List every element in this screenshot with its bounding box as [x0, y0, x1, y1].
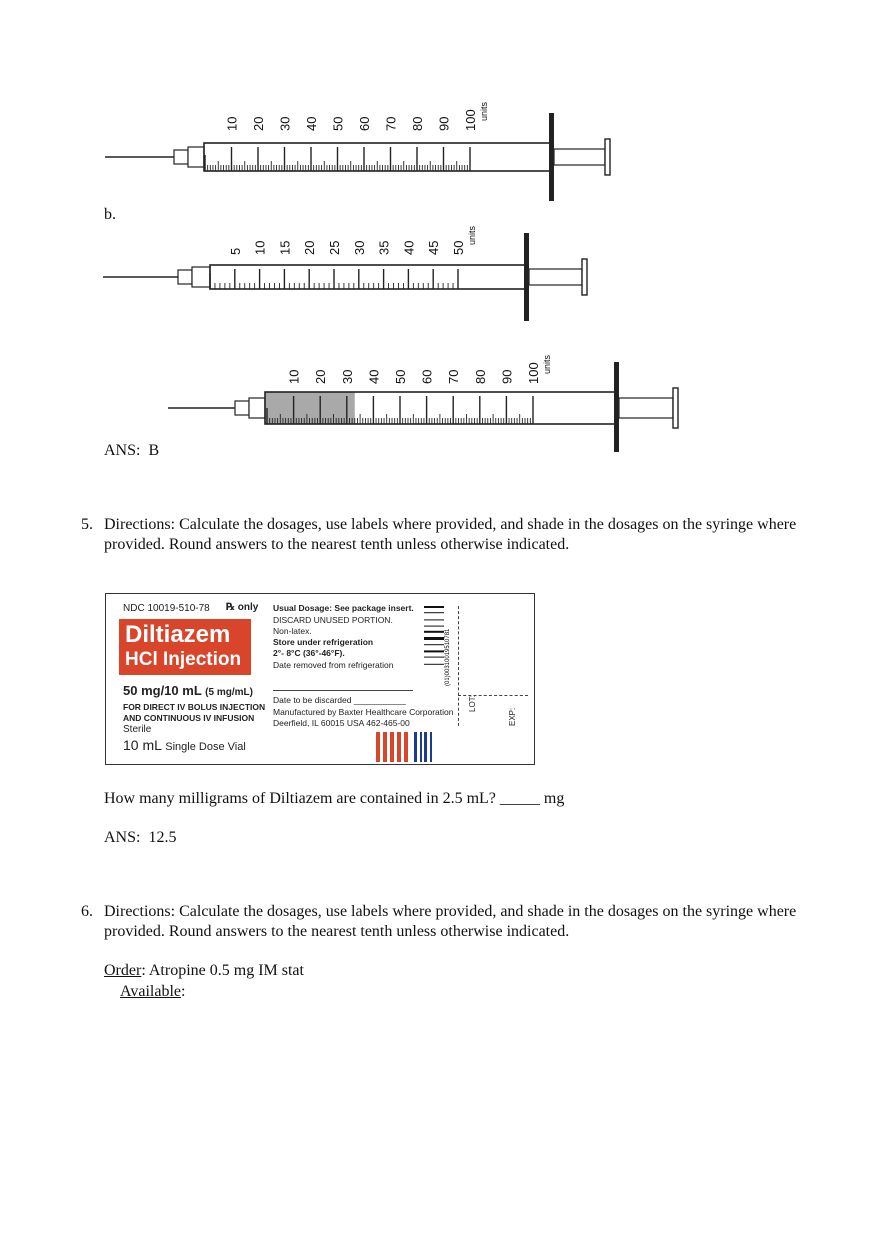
tick-label: 15: [277, 240, 293, 255]
syringe-c: [165, 348, 685, 458]
tick-label: 25: [327, 240, 342, 255]
barcode-bar: [424, 619, 444, 620]
barcode: [424, 606, 452, 686]
tick-label: 40: [304, 116, 319, 131]
nonlatex-text: Non-latex.: [273, 626, 312, 636]
plunger-cap: [605, 139, 610, 175]
barcode-bar: [424, 650, 444, 652]
q5-answer: [104, 828, 176, 848]
strength-per: (5 mg/mL): [205, 687, 253, 698]
unit-label: units: [479, 101, 489, 121]
q6-directions: Directions: Calculate the dosages, use labels where provided, and shade in the dosages on the syringe where provided. Round answers to the nearest tenth unless otherwise indicated.: [104, 903, 797, 940]
barcode-bar: [424, 657, 444, 658]
option-b-label: b.: [104, 206, 116, 223]
strength-value: 50 mg/10 mL: [123, 683, 202, 698]
plunger-rod: [554, 149, 605, 165]
address-text: Deerfield, IL 60015 USA 462-465-00: [273, 718, 410, 728]
flange: [549, 113, 554, 201]
barrel-tip: [188, 147, 204, 167]
barcode-bar: [424, 637, 444, 640]
tick-label: 50: [330, 116, 346, 131]
tick-label: 30: [277, 116, 293, 131]
barcode-bar: [424, 612, 444, 613]
drug-subname: HCl Injection: [125, 649, 242, 670]
usual-dosage: Usual Dosage: See package insert.: [273, 603, 414, 613]
barcode-bar: [424, 631, 444, 633]
plunger-rod: [619, 398, 673, 418]
tick-label: 40: [401, 240, 417, 255]
tick-label: 20: [302, 240, 318, 255]
tick-label: 60: [419, 369, 435, 384]
flange: [614, 362, 619, 452]
tick-label: 20: [313, 369, 329, 384]
tick-label: 50: [451, 240, 466, 255]
lot-label: LOT:: [468, 695, 477, 712]
answer-label: ANS:: [104, 829, 141, 846]
available-suffix: :: [181, 983, 186, 1000]
diltiazem-drug-label: [105, 593, 535, 765]
barcode-text: (01)00310019510781: [445, 628, 451, 686]
exp-label: EXP:: [508, 707, 517, 726]
tick-label: 35: [376, 240, 392, 255]
storage-text: Store under refrigeration: [273, 637, 374, 647]
color-stripe: [420, 732, 422, 762]
syringe-b: [100, 225, 600, 325]
needle-hub: [174, 150, 188, 164]
rx-only: ℞ only: [226, 602, 259, 613]
tick-label: 80: [472, 369, 488, 384]
drug-name-banner: [119, 619, 251, 675]
sterile-text: Sterile: [123, 724, 152, 735]
barrel-tip: [249, 398, 265, 418]
tick-label: 10: [224, 116, 240, 131]
tick-label: 10: [252, 240, 268, 255]
tick-label: 40: [366, 369, 382, 384]
color-stripe: [376, 732, 380, 762]
tick-label: 90: [436, 116, 452, 131]
discard-text: DISCARD UNUSED PORTION.: [273, 615, 393, 625]
temperature-text: 2°- 8°C (36°-46°F).: [273, 648, 345, 658]
plunger-cap: [582, 259, 587, 295]
tick-label: 90: [499, 369, 515, 384]
date-removed-text: Date removed from refrigeration: [273, 660, 394, 670]
color-stripe: [397, 732, 401, 762]
barrel-tip: [192, 267, 210, 287]
tick-label: 70: [383, 116, 399, 131]
barcode-bar: [424, 644, 444, 645]
direct-line-2: AND CONTINUOUS IV INFUSION: [123, 713, 255, 723]
available-label: Available: [120, 983, 182, 1000]
answer-label: ANS:: [104, 442, 141, 459]
manufacturer-text: Manufactured by Baxter Healthcare Corporation: [273, 707, 454, 717]
tick-label: 5: [227, 247, 243, 255]
color-stripe: [390, 732, 394, 762]
tick-label: 30: [351, 240, 367, 255]
color-stripe: [383, 732, 387, 762]
q6-order: [104, 961, 304, 981]
q5-question: How many milligrams of Diltiazem are contained in 2.5 mL? _____ mg: [104, 790, 565, 807]
needle-hub: [178, 270, 192, 284]
direct-line-1: FOR DIRECT IV BOLUS INJECTION: [123, 702, 266, 712]
needle-hub: [235, 401, 249, 415]
drug-strength: [123, 683, 253, 698]
q6-number: 6.: [81, 903, 93, 920]
q4-answer: [104, 441, 159, 461]
plunger-cap: [673, 388, 678, 428]
vial-type: Single Dose Vial: [165, 741, 246, 753]
order-label: Order: [104, 962, 142, 979]
tick-label: 70: [446, 369, 462, 384]
plunger-rod: [529, 269, 582, 285]
tick-label: 10: [286, 369, 302, 384]
q5-number: 5.: [81, 516, 93, 533]
volume-value: 10 mL: [123, 737, 162, 753]
syringe-a: [100, 95, 620, 205]
color-stripe: [404, 732, 408, 762]
tick-label: 50: [393, 369, 408, 384]
unit-label: units: [467, 225, 477, 245]
drug-name: Diltiazem: [125, 621, 231, 648]
date-removed-line: [273, 690, 413, 691]
flange: [524, 233, 529, 321]
answer-value: 12.5: [148, 829, 177, 846]
color-stripes: [376, 732, 436, 762]
barcode-bar: [424, 664, 444, 665]
date-discard-text: Date to be discarded ___________: [273, 695, 406, 705]
answer-value: B: [148, 442, 160, 459]
tick-label: 100: [526, 362, 541, 384]
lot-divider: [458, 606, 459, 726]
order-text: : Atropine 0.5 mg IM stat: [141, 962, 304, 979]
tick-label: 100: [463, 109, 478, 131]
q5-directions: Directions: Calculate the dosages, use labels where provided, and shade in the dosages on the syringe where provided. Round answers to the nearest tenth unless otherwise indicated.: [104, 516, 797, 553]
unit-label: units: [542, 354, 552, 374]
tick-label: 20: [251, 116, 266, 131]
tick-label: 60: [357, 116, 372, 131]
barcode-bar: [424, 626, 444, 627]
barrel: [204, 143, 552, 171]
tick-label: 45: [426, 240, 442, 255]
tick-label: 80: [410, 116, 425, 131]
ndc-number: NDC 10019-510-78: [123, 603, 210, 614]
color-stripe: [430, 732, 432, 762]
volume-text: [123, 737, 246, 753]
q6-available: [120, 982, 185, 1002]
color-stripe: [414, 732, 417, 762]
color-stripe: [424, 732, 427, 762]
tick-label: 30: [339, 369, 355, 384]
barcode-bar: [424, 606, 444, 608]
